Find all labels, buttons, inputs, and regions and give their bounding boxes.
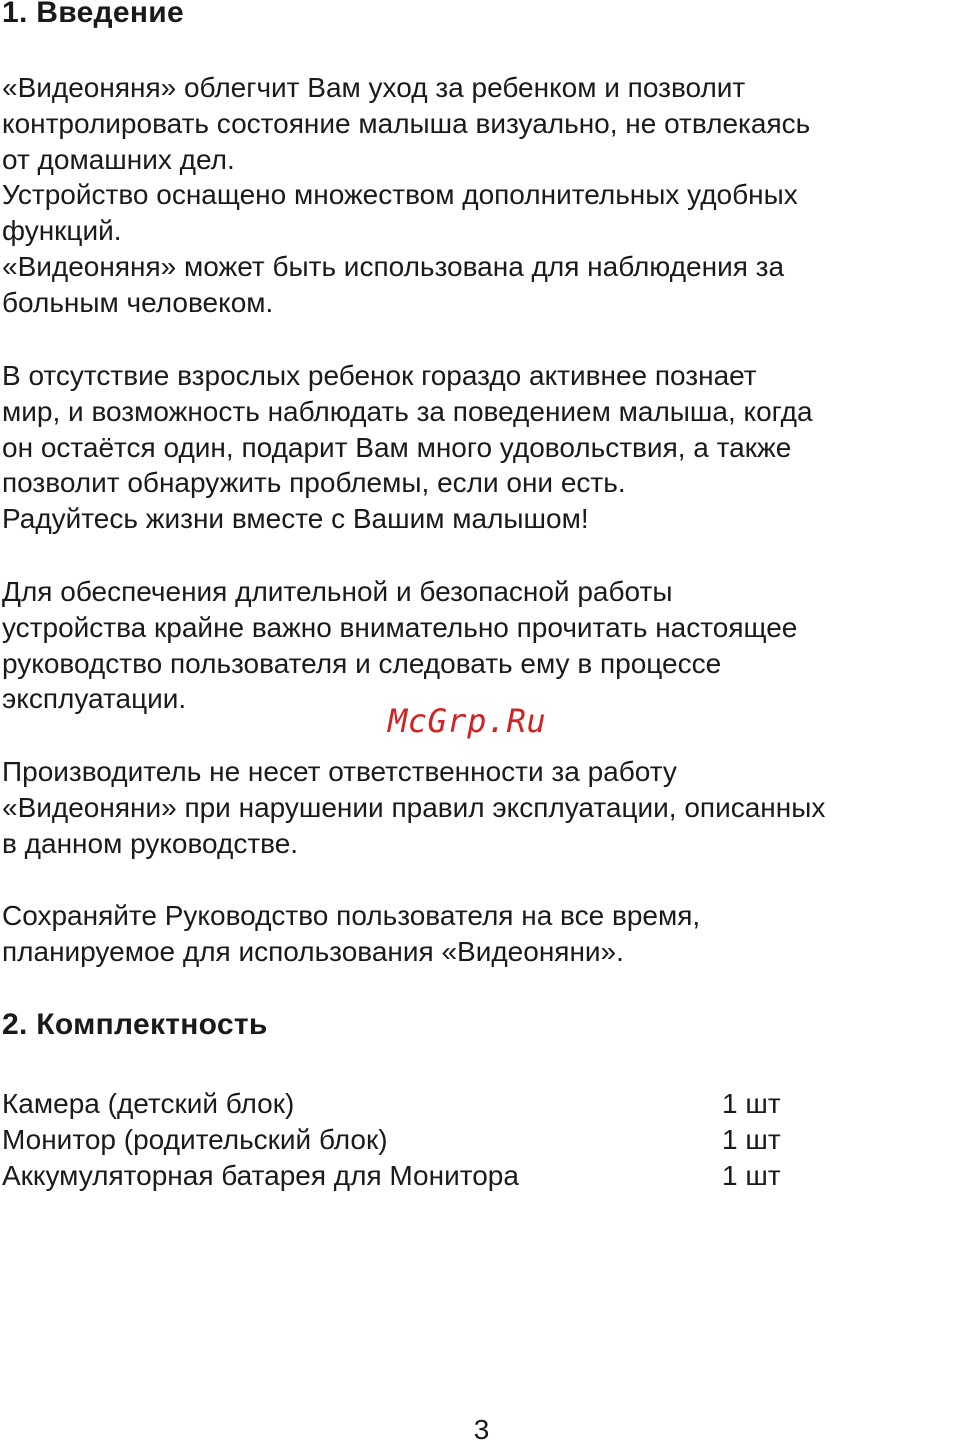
item-name: Аккумуляторная батарея для Монитора	[2, 1159, 519, 1191]
paragraph-line: функций.	[2, 215, 122, 247]
intro-paragraph-2	[2, 358, 962, 537]
page-number: 3	[473, 1414, 490, 1445]
paragraph-line: Для обеспечения длительной и безопасной работы	[2, 576, 673, 607]
item-quantity: 1 шт	[722, 1159, 781, 1191]
paragraph-line: «Видеоняня» облегчит Вам уход за ребенком и позволит	[2, 72, 746, 103]
paragraph-line: планируемое для использования «Видеоняни».	[2, 935, 624, 967]
paragraph-line: эксплуатации.	[2, 683, 187, 715]
paragraph-line: В отсутствие взрослых ребенок гораздо активнее познает	[2, 360, 757, 391]
paragraph-line: он остаётся один, подарит Вам много удовольствия, а также	[2, 431, 792, 463]
package-contents-list	[2, 1086, 962, 1193]
paragraph-line: «Видеоняни» при нарушении правил эксплуатации, описанных	[2, 791, 826, 823]
watermark-text: McGrp.Ru	[388, 702, 547, 740]
paragraph-line: от домашних дел.	[2, 143, 235, 175]
intro-paragraph-4	[2, 754, 962, 861]
item-quantity: 1 шт	[722, 1123, 781, 1155]
item-quantity: 1 шт	[722, 1088, 781, 1119]
item-name: Монитор (родительский блок)	[2, 1123, 388, 1155]
paragraph-line: позволит обнаружить проблемы, если они есть.	[2, 467, 626, 499]
list-item	[2, 1158, 962, 1194]
intro-paragraph-1	[2, 70, 962, 321]
paragraph-line: руководство пользователя и следовать ему в процессе	[2, 647, 722, 679]
intro-paragraph-5	[2, 898, 962, 970]
paragraph-line: Производитель не несет ответственности за работу	[2, 756, 677, 787]
paragraph-line: Сохраняйте Руководство пользователя на все время,	[2, 900, 701, 931]
section-2-heading: 2. Комплектность	[2, 1008, 268, 1041]
section-1-heading: 1. Введение	[2, 0, 185, 29]
paragraph-line: устройства крайне важно внимательно прочитать настоящее	[2, 611, 798, 643]
intro-paragraph-3	[2, 574, 962, 717]
paragraph-line: Устройство оснащено множеством дополнительных удобных	[2, 179, 798, 211]
paragraph-line: «Видеоняня» может быть использована для наблюдения за	[2, 250, 785, 282]
paragraph-line: больным человеком.	[2, 286, 274, 318]
paragraph-line: Радуйтесь жизни вместе с Вашим малышом!	[2, 503, 589, 535]
paragraph-line: в данном руководстве.	[2, 827, 299, 859]
paragraph-line: контролировать состояние малыша визуально, не отвлекаясь	[2, 107, 811, 139]
paragraph-line: мир, и возможность наблюдать за поведением малыша, когда	[2, 395, 813, 427]
list-item	[2, 1086, 962, 1122]
list-item	[2, 1122, 962, 1158]
item-name: Камера (детский блок)	[2, 1088, 295, 1119]
